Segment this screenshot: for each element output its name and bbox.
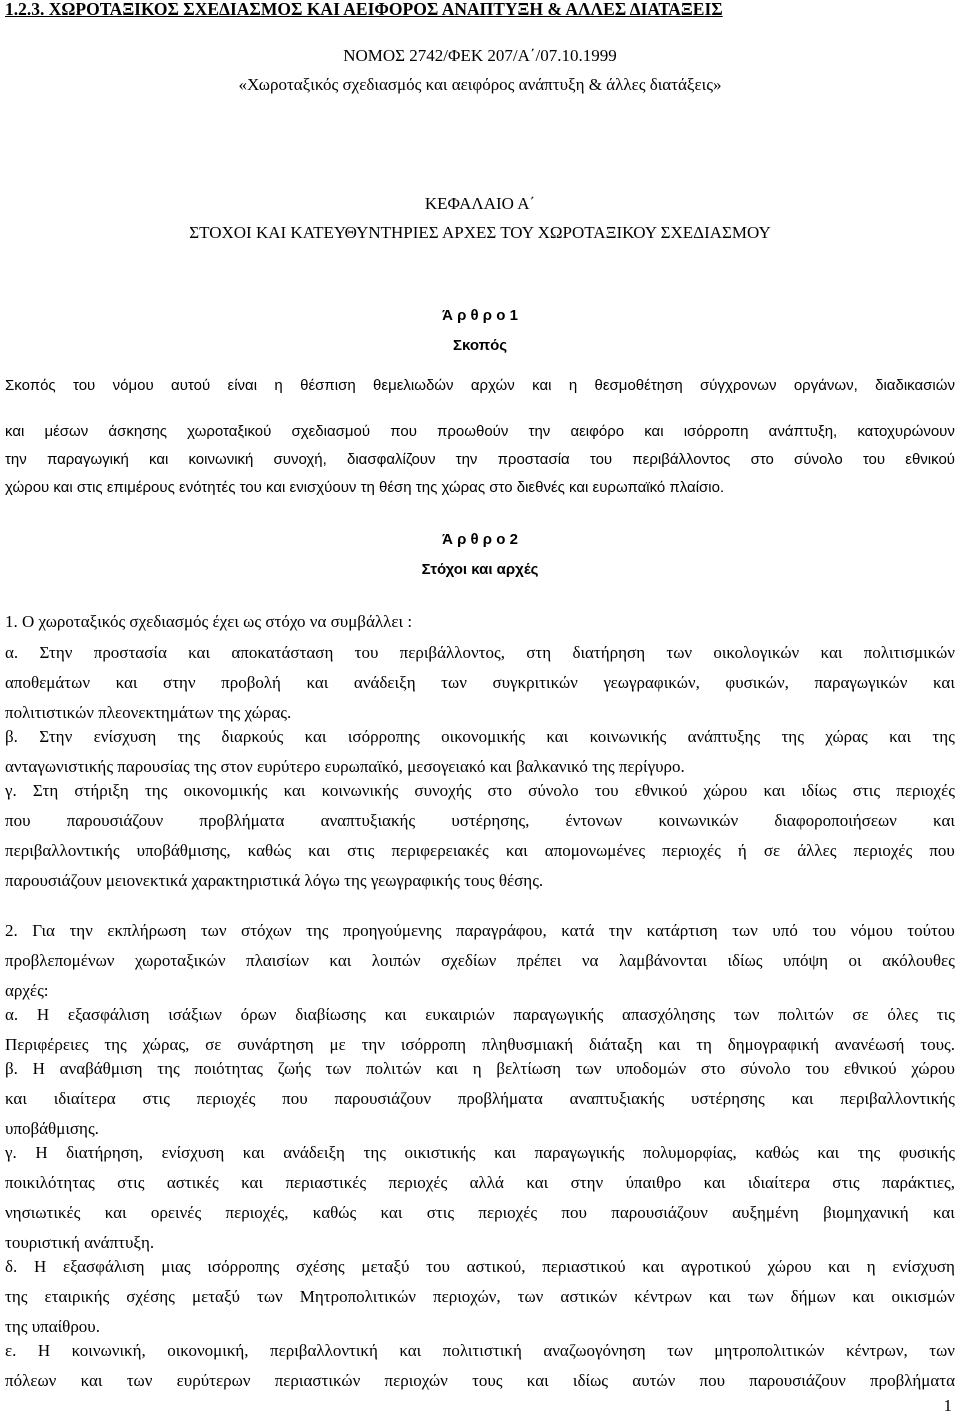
paragraph-line: ε. Η κοινωνική, οικονομική, περιβαλλοντική και πολιτιστική αναζωογόνηση των μητροπολιτικών κέντρων, των — [5, 1341, 955, 1360]
law-title: «Χωροταξικός σχεδιασμός και αειφόρος ανάπτυξη & άλλες διατάξεις» — [238, 75, 722, 94]
paragraph-line: πολιτιστικών πλεονεκτημάτων της χώρας. — [5, 703, 292, 722]
paragraph-line: ποικιλότητας στις αστικές και περιαστικές περιοχές αλλά και στην ύπαιθρο και ιδιαίτερα στις παράκτιες, — [5, 1173, 955, 1192]
paragraph-line: και ιδιαίτερα στις περιοχές που παρουσιάζουν προβλήματα αναπτυξιακής υστέρησης και περιβαλλοντικής — [5, 1089, 955, 1108]
paragraph-line: νησιωτικές και ορεινές περιοχές, καθώς και στις περιοχές που παρουσιάζουν αυξημένη βιομηχανική και — [5, 1203, 955, 1222]
paragraph-line: που παρουσιάζουν προβλήματα αναπτυξιακής υστέρησης, έντονων κοινωνικών διαφοροποιήσεων και — [5, 811, 955, 830]
paragraph-line: γ. Στη στήριξη της οικονομικής και κοινωνικής συνοχής στο σύνολο του εθνικού χώρου και ιδίως στις περιοχές — [5, 781, 955, 800]
paragraph-line: παρουσιάζουν μειονεκτικά χαρακτηριστικά λόγω της γεωγραφικής τους θέσης. — [5, 871, 544, 890]
paragraph-line: και μέσων άσκησης χωροταξικού σχεδιασμού που προωθούν την αειφόρο και ισόρροπη ανάπτυξη, κατοχυρώνουν — [5, 423, 955, 440]
paragraph-line: χώρου και στις επιμέρους ενότητές του και ενισχύουν τη θέση της χώρας στο διεθνές και ευρωπαϊκό πλαίσιο. — [5, 479, 725, 496]
paragraph-line: β. Στην ενίσχυση της διαρκούς και ισόρροπης οικονομικής και κοινωνικής ανάπτυξης της χώρας και της — [5, 727, 955, 746]
paragraph-line: α. Στην προστασία και αποκατάσταση του περιβάλλοντος, στη διατήρηση των οικολογικών και πολιτισμικών — [5, 643, 955, 662]
chapter-label: ΚΕΦΑΛΑΙΟ Α΄ — [424, 194, 536, 213]
paragraph-line: πόλεων και των ευρύτερων περιαστικών περιοχών τους και ιδίως αυτών που παρουσιάζουν προβλήματα — [5, 1371, 955, 1390]
paragraph-line: ανταγωνιστικής παρουσίας της στον ευρύτερο ευρωπαϊκό, μεσογειακό και βαλκανικό της περίγυρο. — [5, 757, 685, 776]
paragraph-line: 2. Για την εκπλήρωση των στόχων της προηγούμενης παραγράφου, κατά την κατάρτιση των υπό του νόμου τούτου — [5, 921, 955, 940]
paragraph-line: δ. Η εξασφάλιση μιας ισόρροπης σχέσης μεταξύ του αστικού, περιαστικού και αγροτικού χώρου και η ενίσχυση — [5, 1257, 955, 1276]
paragraph-line: προβλεπομένων χωροταξικών πλαισίων και λοιπών σχεδίων πρέπει να λαμβάνονται ιδίως υπόψη οι ακόλουθες — [5, 951, 955, 970]
paragraph-line: Σκοπός του νόμου αυτού είναι η θέσπιση θεμελιωδών αρχών και η θεσμοθέτηση σύγχρονων οργάνων, διαδικασιών — [5, 377, 955, 394]
article-1-heading: Σκοπός — [452, 337, 508, 354]
paragraph-line: Περιφέρειες της χώρας, σε συνάρτηση με την ισόρροπη πληθυσμιακή διάταξη και τη δημογραφική ανανέωσή τους. — [5, 1035, 955, 1054]
article-2-heading: Στόχοι και αρχές — [421, 561, 539, 578]
paragraph-line: της υπαίθρου. — [5, 1317, 100, 1336]
article-1-label: Ά ρ θ ρ ο 1 — [442, 307, 518, 324]
paragraph-line: γ. Η διατήρηση, ενίσχυση και ανάδειξη της οικιστικής και παραγωγικής πολυμορφίας, καθώς και της φυσικής — [5, 1143, 955, 1162]
paragraph-line: υποβάθμισης. — [5, 1119, 99, 1138]
paragraph-line: της εταιρικής σχέσης μεταξύ των Μητροπολιτικών περιοχών, των αστικών κέντρων και των δήμων και οικισμών — [5, 1287, 955, 1306]
paragraph-line: τουριστική ανάπτυξη. — [5, 1233, 155, 1252]
paragraph-line: περιβαλλοντικής υποβάθμισης, καθώς και στις περιφερειακές και απομονωμένες περιοχές ή σε άλλες περιοχές που — [5, 841, 955, 860]
paragraph-line: αποθεμάτων και στην προβολή και ανάδειξη των συγκριτικών γεωγραφικών, φυσικών, παραγωγικών και — [5, 673, 955, 692]
law-reference: ΝΟΜΟΣ 2742/ΦΕΚ 207/Α΄/07.10.1999 — [343, 46, 617, 65]
article-2-label: Ά ρ θ ρ ο 2 — [442, 531, 518, 548]
paragraph-line: την παραγωγική και κοινωνική συνοχή, διασφαλίζουν την προστασία του περιβάλλοντος στο σύνολο του εθνικού — [5, 451, 955, 468]
paragraph-line: αρχές: — [5, 981, 49, 1000]
chapter-title: ΣΤΟΧΟΙ ΚΑΙ ΚΑΤΕΥΘΥΝΤΗΡΙΕΣ ΑΡΧΕΣ ΤΟΥ ΧΩΡΟΤΑΞΙΚΟΥ ΣΧΕΔΙΑΣΜΟΥ — [189, 223, 771, 242]
paragraph-line: 1. Ο χωροταξικός σχεδιασμός έχει ως στόχο να συμβάλλει : — [5, 612, 413, 631]
section-title: 1.2.3. ΧΩΡΟΤΑΞΙΚΟΣ ΣΧΕΔΙΑΣΜΟΣ ΚΑΙ ΑΕΙΦΟΡΟΣ ΑΝΑΠΤΥΞΗ & ΑΛΛΕΣ ΔΙΑΤΑΞΕΙΣ — [5, 0, 723, 19]
paragraph-line: β. Η αναβάθμιση της ποιότητας ζωής των πολιτών και η βελτίωση των υποδομών στο σύνολο του εθνικού χώρου — [5, 1059, 955, 1078]
paragraph-line: α. Η εξασφάλιση ισάξιων όρων διαβίωσης και ευκαιριών παραγωγικής απασχόλησης των πολιτών σε όλες τις — [5, 1005, 955, 1024]
page-number: 1 — [943, 1396, 952, 1415]
